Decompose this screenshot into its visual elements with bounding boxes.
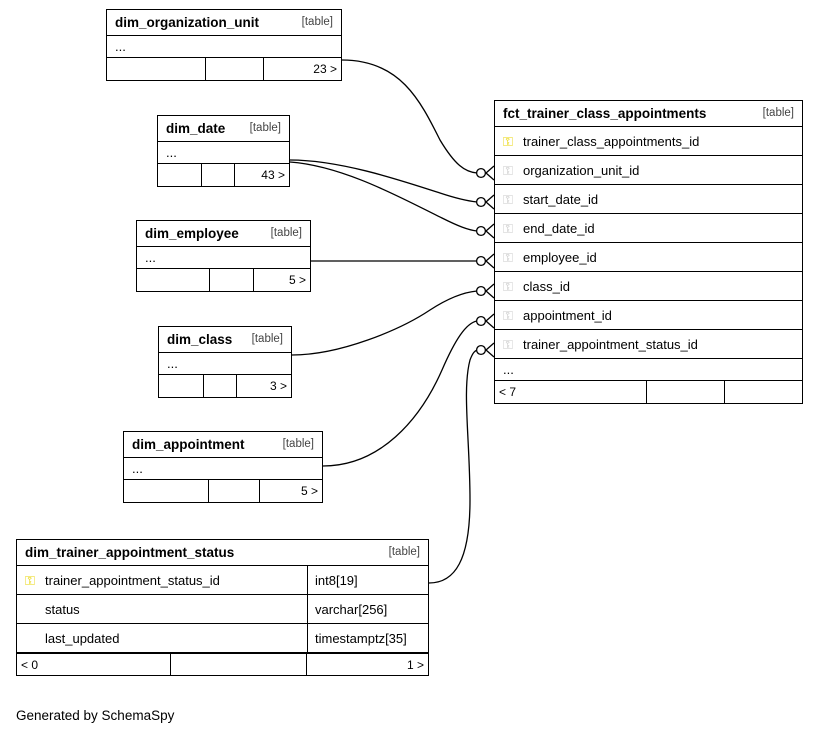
table-kind: [table] [251, 333, 283, 345]
table-name: dim_organization_unit [115, 14, 260, 30]
table-title [107, 10, 341, 36]
footer-cell [171, 654, 308, 675]
column-row[interactable] [495, 243, 802, 272]
footer-child-count: 5 > [300, 484, 318, 498]
table-title [495, 101, 802, 127]
footer-parent-count: < 0 [17, 654, 171, 675]
footer-child-count: 43 > [261, 168, 285, 182]
table-name: dim_trainer_appointment_status [25, 544, 235, 560]
footer-cell [647, 381, 725, 403]
edge-trainer-appointment-status [429, 350, 477, 583]
column-name: trainer_appointment_status_id [45, 572, 220, 588]
column-type: int8[19] [307, 566, 428, 594]
table-kind: [table] [388, 546, 420, 558]
table-fct-trainer-class-appointments[interactable] [494, 100, 803, 404]
footer-cell [202, 164, 235, 186]
column-row[interactable] [495, 301, 802, 330]
edge-end-date [290, 162, 477, 231]
table-kind: [table] [301, 16, 333, 28]
table-name: fct_trainer_class_appointments [503, 105, 707, 121]
column-row[interactable] [495, 214, 802, 243]
table-dim-class[interactable] [158, 326, 292, 398]
table-dim-employee[interactable] [136, 220, 311, 292]
footer-child-count: 1 > [406, 657, 424, 672]
column-type: timestamptz[35] [307, 624, 428, 652]
columns-collapsed: ... [159, 353, 291, 375]
column-name: class_id [523, 278, 570, 294]
footer-cell [210, 269, 254, 291]
column-name: appointment_id [523, 307, 612, 323]
table-name: dim_class [167, 331, 233, 347]
table-footer [17, 653, 428, 675]
columns-collapsed: ... [124, 458, 322, 480]
column-name: employee_id [523, 249, 597, 265]
key-icon-primary: ⚿ [503, 133, 513, 149]
key-icon-primary: ⚿ [25, 572, 35, 588]
column-row[interactable] [17, 566, 428, 595]
footer-cell [124, 480, 209, 502]
table-title [158, 116, 289, 142]
column-name: status [45, 601, 80, 617]
column-name: organization_unit_id [523, 162, 640, 178]
column-row[interactable] [495, 272, 802, 301]
column-name: end_date_id [523, 220, 595, 236]
column-row[interactable] [495, 156, 802, 185]
table-kind: [table] [270, 227, 302, 239]
table-footer [107, 58, 341, 80]
table-dim-trainer-appointment-status[interactable] [16, 539, 429, 676]
key-icon-foreign: ⚿ [503, 307, 513, 323]
footer-child-count: 5 > [288, 273, 306, 287]
column-name: trainer_appointment_status_id [523, 336, 698, 352]
table-title [124, 432, 322, 458]
column-name: trainer_class_appointments_id [523, 133, 700, 149]
edge-appointment [323, 321, 477, 466]
table-kind: [table] [282, 438, 314, 450]
table-dim-date[interactable] [157, 115, 290, 187]
column-row[interactable] [495, 185, 802, 214]
edge-class [292, 291, 477, 355]
table-footer [158, 164, 289, 186]
table-name: dim_appointment [132, 436, 245, 452]
footer-cell [158, 164, 202, 186]
column-name: last_updated [45, 630, 120, 646]
table-title [137, 221, 310, 247]
table-footer [137, 269, 310, 291]
table-kind: [table] [762, 107, 794, 119]
table-footer [495, 381, 802, 403]
key-icon-foreign: ⚿ [503, 249, 513, 265]
table-dim-appointment[interactable] [123, 431, 323, 503]
columns-collapsed: ... [107, 36, 341, 58]
column-row[interactable] [495, 127, 802, 156]
footer-cell [209, 480, 260, 502]
footer-cell [137, 269, 210, 291]
table-title [17, 540, 428, 566]
column-type: varchar[256] [307, 595, 428, 623]
columns-collapsed: ... [495, 359, 802, 381]
key-icon-foreign: ⚿ [503, 191, 513, 207]
key-icon-foreign: ⚿ [503, 278, 513, 294]
key-icon-foreign: ⚿ [503, 336, 513, 352]
key-icon-foreign: ⚿ [503, 220, 513, 236]
columns-collapsed: ... [137, 247, 310, 269]
column-row[interactable] [495, 330, 802, 359]
edge-organization-unit [342, 60, 477, 173]
column-row[interactable] [17, 595, 428, 624]
columns-collapsed: ... [158, 142, 289, 164]
footer-cell [107, 58, 206, 80]
footer-parent-count: < 7 [495, 381, 647, 403]
key-icon-foreign: ⚿ [503, 162, 513, 178]
table-dim-organization-unit[interactable] [106, 9, 342, 81]
footer-cell [206, 58, 264, 80]
diagram-caption: Generated by SchemaSpy [16, 708, 175, 723]
footer-child-count: 3 > [269, 379, 287, 393]
footer-cell [725, 381, 803, 403]
table-footer [159, 375, 291, 397]
table-kind: [table] [249, 122, 281, 134]
edge-start-date [290, 160, 477, 202]
table-footer [124, 480, 322, 502]
table-name: dim_date [166, 120, 226, 136]
footer-cell [159, 375, 204, 397]
column-name: start_date_id [523, 191, 599, 207]
table-title [159, 327, 291, 353]
table-name: dim_employee [145, 225, 239, 241]
column-row[interactable] [17, 624, 428, 653]
footer-cell [204, 375, 237, 397]
footer-child-count: 23 > [313, 62, 337, 76]
